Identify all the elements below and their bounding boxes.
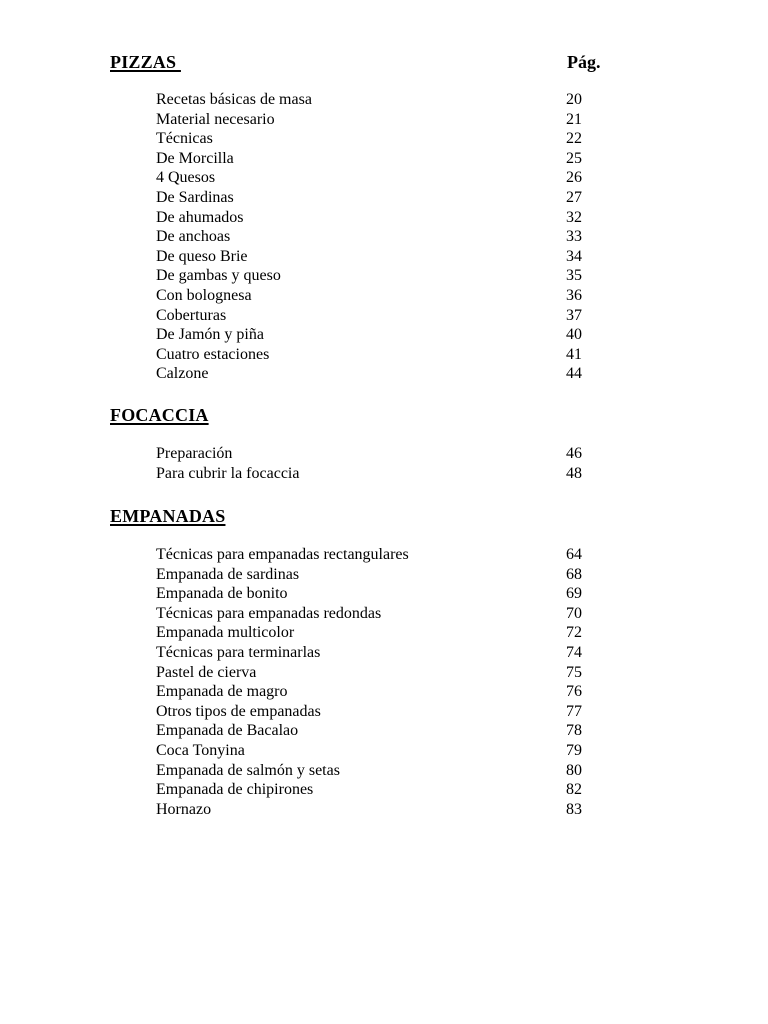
toc-entry-title: Preparación [156,445,233,462]
toc-entry-title: Coca Tonyina [156,741,245,759]
toc-entry-page-number: 41 [566,345,582,363]
page-column-label: Pág. [567,52,601,72]
toc-entry-title: Técnicas [156,130,213,148]
toc-entry-page-number: 74 [566,643,582,661]
toc-entry-page-number: 70 [566,604,582,622]
toc-entry-page-number: 32 [566,208,582,226]
toc-entry-page-number: 72 [566,624,582,642]
toc-entry-page-number: 68 [566,565,582,583]
toc-entry-title: Para cubrir la focaccia [156,464,300,482]
section-title-focaccia: FOCACCIA [110,405,209,425]
section-heading-row [0,506,768,530]
toc-entry [0,464,768,484]
toc-entry-page-number: 48 [566,464,582,482]
toc-entry-page-number: 35 [566,267,582,285]
toc-entry-title: Otros tipos de empanadas [156,702,321,720]
toc-entry-page-number: 46 [566,445,582,462]
section-focaccia [0,405,768,483]
toc-entry-page-number: 40 [566,326,582,344]
toc-entry [0,168,768,188]
toc-entry [0,364,768,384]
toc-entry [0,545,768,565]
toc-entry-page-number: 76 [566,683,582,701]
toc-entry [0,584,768,604]
toc-entry-page-number: 20 [566,91,582,108]
section-heading-row [0,405,768,429]
toc-entry [0,90,768,110]
toc-entry-title: Empanada de Bacalao [156,722,299,740]
toc-entry-title: Empanada de bonito [156,585,288,603]
entry-list-pizzas [0,90,768,384]
toc-entry-page-number: 82 [566,781,582,799]
toc-entry [0,208,768,228]
toc-entry-title: Técnicas para terminarlas [156,643,321,661]
toc-entry-page-number: 77 [566,702,582,720]
toc-entry [0,702,768,722]
toc-entry-title: Material necesario [156,110,275,128]
toc-entry-title: Empanada multicolor [156,624,295,642]
section-empanadas [0,506,768,819]
toc-entry [0,761,768,781]
toc-entry [0,110,768,130]
toc-entry [0,129,768,149]
toc-entry [0,623,768,643]
toc-entry-title: Empanada de sardinas [156,565,300,583]
toc-entry-page-number: 26 [566,169,582,187]
toc-entry-title: De gambas y queso [156,267,281,285]
toc-entry-page-number: 69 [566,585,582,603]
toc-entry-page-number: 27 [566,188,582,206]
toc-entry-title: De Jamón y piña [156,326,264,344]
toc-entry-title: Hornazo [156,800,212,818]
toc-entry [0,663,768,683]
toc-entry-title: Empanada de salmón y setas [156,761,340,779]
toc-entry [0,345,768,365]
section-pizzas [0,52,768,384]
toc-entry-title: Recetas básicas de masa [156,91,312,108]
toc-entry [0,682,768,702]
toc-entry [0,266,768,286]
toc-entry-title: Pastel de cierva [156,663,257,681]
toc-entry-page-number: 36 [566,286,582,304]
toc-entry-title: Técnicas para empanadas redondas [156,604,382,622]
toc-entry-title: Calzone [156,365,209,383]
toc-entry-title: De queso Brie [156,247,248,265]
section-title-empanadas: EMPANADAS [110,506,226,526]
toc-entry [0,604,768,624]
toc-entry-title: De ahumados [156,208,244,226]
toc-entry [0,444,768,464]
toc-entry-title: Técnicas para empanadas rectangulares [156,546,409,563]
toc-entry-page-number: 37 [566,306,582,324]
toc-entry [0,741,768,761]
toc-entry [0,721,768,741]
toc-entry-title: Empanada de magro [156,683,288,701]
toc-entry-title: Coberturas [156,306,227,324]
toc-entry [0,149,768,169]
toc-entry-title: Cuatro estaciones [156,345,270,363]
toc-entry [0,227,768,247]
toc-entry-page-number: 75 [566,663,582,681]
toc-entry [0,565,768,585]
toc-entry [0,780,768,800]
toc-entry [0,247,768,267]
toc-entry-page-number: 22 [566,130,582,148]
toc-entry-page-number: 83 [566,800,582,818]
toc-entry-title: De Sardinas [156,188,234,206]
toc-entry [0,188,768,208]
entry-list-focaccia [0,444,768,483]
section-title-pizzas: PIZZAS [110,52,181,72]
toc-entry [0,306,768,326]
toc-entry-page-number: 64 [566,546,582,563]
toc-entry-page-number: 34 [566,247,582,265]
toc-entry-title: 4 Quesos [156,169,216,187]
toc-entry-title: De Morcilla [156,149,234,167]
toc-entry-title: Empanada de chipirones [156,781,314,799]
toc-entry-page-number: 79 [566,741,582,759]
toc-entry-page-number: 25 [566,149,582,167]
entry-list-empanadas [0,545,768,819]
toc-entry-page-number: 33 [566,228,582,246]
toc-entry-page-number: 78 [566,722,582,740]
toc-entry [0,286,768,306]
toc-entry [0,325,768,345]
toc-entry-title: Con bolognesa [156,286,252,304]
toc-entry-title: De anchoas [156,228,231,246]
toc-entry-page-number: 44 [566,365,582,383]
toc-entry [0,800,768,820]
toc-entry-page-number: 80 [566,761,582,779]
toc-entry [0,643,768,663]
section-heading-row [0,52,768,76]
toc-entry-page-number: 21 [566,110,582,128]
